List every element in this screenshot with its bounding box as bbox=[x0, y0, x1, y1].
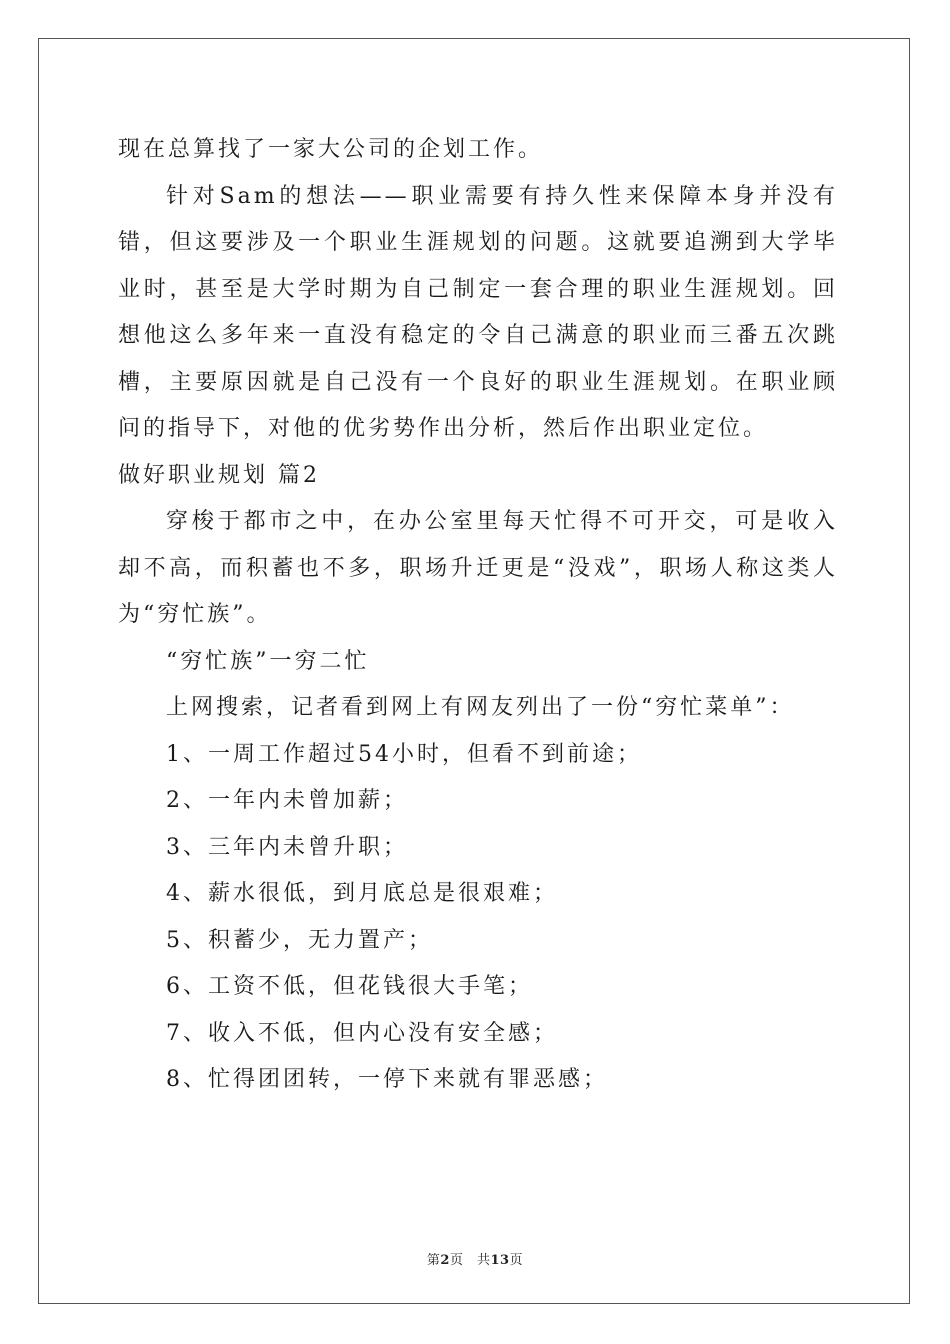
list-item: 7、收入不低，但内心没有安全感； bbox=[166, 1020, 558, 1046]
paragraph: 穿梭于都市之中，在办公室里每天忙得不可开交，可是收入却不高，而积蓄也不多，职场升迁更是“没戏”，职场人称这类人为“穷忙族”。 bbox=[118, 509, 838, 627]
page-number: 2 bbox=[440, 1253, 450, 1268]
footer-mid: 页 共 bbox=[449, 1253, 491, 1268]
footer-prefix: 第 bbox=[426, 1253, 441, 1268]
document-body bbox=[118, 127, 838, 1104]
list-item: 4、薪水很低，到月底总是很艰难； bbox=[166, 881, 558, 906]
list-item: 1、一周工作超过54小时，但看不到前途； bbox=[166, 741, 642, 767]
paragraph: 上网搜索，记者看到网上有网友列出了一份“穷忙菜单”： bbox=[166, 695, 795, 720]
total-pages: 13 bbox=[490, 1253, 510, 1268]
subheading: “穷忙族”一穷二忙 bbox=[166, 648, 370, 674]
paragraph: 现在总算找了一家大公司的企划工作。 bbox=[118, 137, 544, 162]
list-item: 2、一年内未曾加薪； bbox=[166, 788, 408, 813]
footer-suffix: 页 bbox=[509, 1253, 524, 1268]
page-footer bbox=[0, 1249, 950, 1268]
list-item: 5、积蓄少，无力置产； bbox=[166, 927, 433, 953]
paragraph: 针对Sam的想法——职业需要有持久性来保障本身并没有错，但这要涉及一个职业生涯规划的问题。这就要追溯到大学毕业时，甚至是大学时期为自己制定一套合理的职业生涯规划。回想他这么多年来一直没有稳定的令自己满意的职业而三番五次跳槽，主要原因就是自己没有一个良好的职业生涯规划。在职业顾问的指导下，对他的优劣势作出分析，然后作出职业定位。 bbox=[118, 183, 838, 441]
section-heading: 做好职业规划 篇2 bbox=[118, 462, 320, 488]
list-item: 6、工资不低，但花钱很大手笔； bbox=[166, 974, 533, 999]
list-item: 8、忙得团团转，一停下来就有罪恶感； bbox=[166, 1067, 608, 1092]
list-item: 3、三年内未曾升职； bbox=[166, 834, 408, 860]
